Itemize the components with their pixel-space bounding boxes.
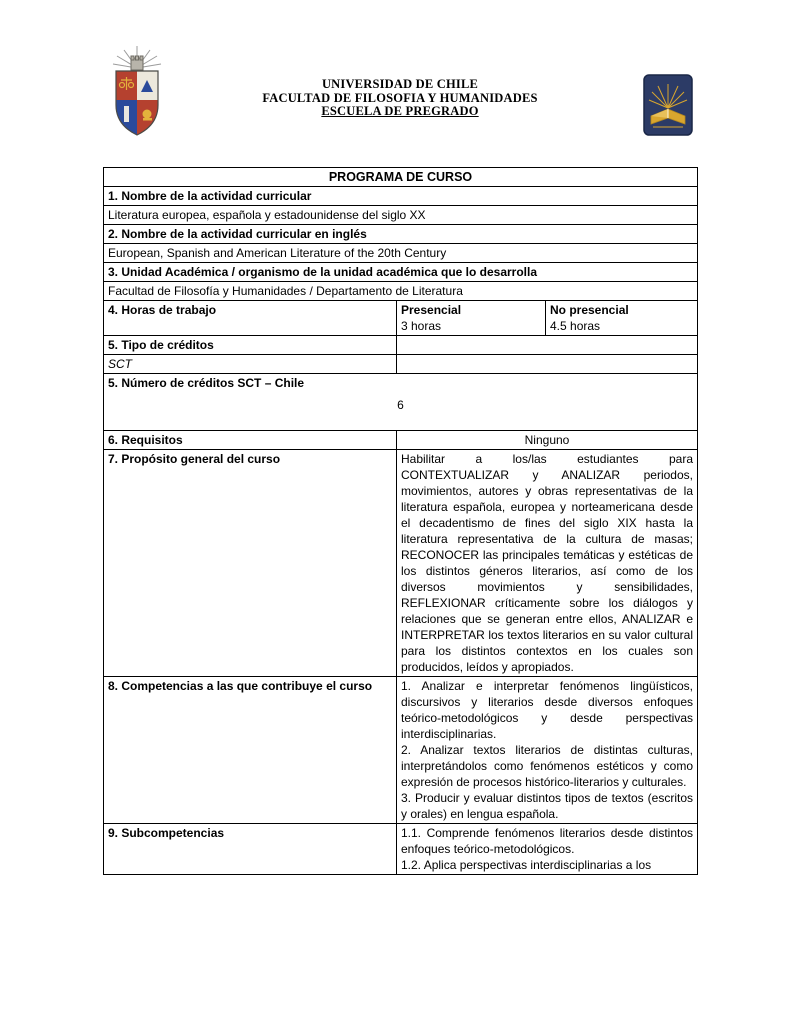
row8-value-cell <box>397 677 698 824</box>
row7-value: Habilitar a los/las estudiantes para CONTEXTUALIZAR y ANALIZAR periodos, movimientos, autores y obras representativas de la literatura española, europea y norteamericana desde el decadentismo de fines del siglo XIX hasta la literatura representativa de la cultura de masas; RECONOCER las principales temáticas y estéticas de los distintos géneros literarios, así como de los diversos movimientos y sensibilidades, REFLEXIONAR críticamente sobre los diálogos y relaciones que se generan entre ellos, ANALIZAR e INTERPRETAR los textos literarios en su valor cultural para los distintos contextos en los cuales son producidos, leídos y apropiados. <box>397 450 698 677</box>
table-row <box>104 301 698 336</box>
table-row <box>104 677 698 824</box>
row4-no-presencial-cell <box>546 301 698 336</box>
row3-label: 3. Unidad Académica / organismo de la unidad académica que lo desarrolla <box>104 263 698 282</box>
row9-label: 9. Subcompetencias <box>104 824 397 875</box>
row2-label: 2. Nombre de la actividad curricular en inglés <box>104 225 698 244</box>
row8-label: 8. Competencias a las que contribuye el curso <box>104 677 397 824</box>
row5a-empty-cell2 <box>397 355 698 374</box>
table-row <box>104 263 698 282</box>
table-row <box>104 431 698 450</box>
row3-value: Facultad de Filosofía y Humanidades / Departamento de Literatura <box>104 282 698 301</box>
competencia-item: 2. Analizar textos literarios de distintas culturas, interpretándolos como fenómenos estéticos y como expresión de procesos histórico-literarios y culturales. <box>401 743 693 789</box>
subcompetencia-item: 1.1. Comprende fenómenos literarios desde distintos enfoques teórico-metodológicos. <box>401 826 693 856</box>
table-row <box>104 225 698 244</box>
subcompetencia-item: 1.2. Aplica perspectivas interdisciplinarias a los <box>401 858 652 872</box>
university-name: UNIVERSIDAD DE CHILE <box>321 77 479 91</box>
competencia-item: 3. Producir y evaluar distintos tipos de textos (escritos y orales) en lengua española. <box>401 791 693 821</box>
row1-label: 1. Nombre de la actividad curricular <box>104 187 698 206</box>
row7-label: 7. Propósito general del curso <box>104 450 397 677</box>
school-name: ESCUELA DE PREGRADO <box>321 104 479 118</box>
row1-value: Literatura europea, española y estadounidense del siglo XX <box>104 206 698 225</box>
row6-value: Ninguno <box>397 431 698 450</box>
faculty-name: FACULTAD DE FILOSOFIA Y HUMANIDADES <box>262 90 538 105</box>
table-row <box>104 187 698 206</box>
row4-label: 4. Horas de trabajo <box>104 301 397 336</box>
table-row <box>104 374 698 431</box>
row4-presencial-cell <box>397 301 546 336</box>
course-program-table <box>103 167 698 875</box>
document-header <box>0 78 800 119</box>
row5a-value: SCT <box>104 355 397 374</box>
competencia-item: 1. Analizar e interpretar fenómenos lingüísticos, discursivos y literarios desde diversos enfoques teórico-metodológicos y desde perspectivas interdisciplinarias. <box>401 679 693 741</box>
table-row <box>104 168 698 187</box>
presencial-label: Presencial <box>401 303 462 317</box>
row5b-value: 6 <box>397 398 404 412</box>
row5a-empty-cell <box>397 336 698 355</box>
no-presencial-label: No presencial <box>550 303 629 317</box>
table-row <box>104 355 698 374</box>
table-title: PROGRAMA DE CURSO <box>104 168 698 187</box>
table-row <box>104 282 698 301</box>
table-row <box>104 824 698 875</box>
table-row <box>104 206 698 225</box>
row2-value: European, Spanish and American Literature of the 20th Century <box>104 244 698 263</box>
row5b-cell <box>104 374 698 431</box>
row6-label: 6. Requisitos <box>104 431 397 450</box>
presencial-value: 3 horas <box>401 319 442 333</box>
row5b-label: 5. Número de créditos SCT – Chile <box>108 376 305 390</box>
table-row <box>104 244 698 263</box>
row5a-label: 5. Tipo de créditos <box>104 336 397 355</box>
table-row <box>104 450 698 677</box>
row9-value-cell <box>397 824 698 875</box>
table-row <box>104 336 698 355</box>
no-presencial-value: 4.5 horas <box>550 319 601 333</box>
